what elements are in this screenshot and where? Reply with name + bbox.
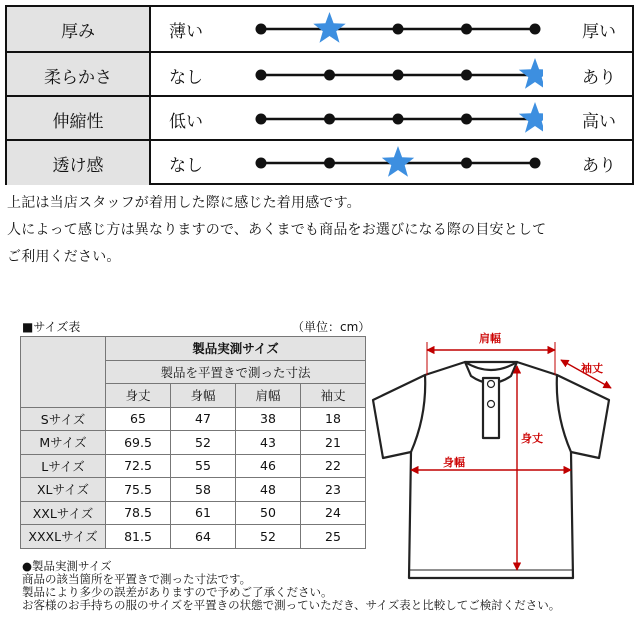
feel-high-label: あり [582,67,616,88]
column-header-shoulder: 肩幅 [236,384,301,408]
feel-low-label: 低い [169,111,203,132]
shirt-measurement-diagram [365,320,635,590]
size-note-4: お客様のお手持ちの服のサイズを平置きの状態で測っていただき、サイズ表と比較してご検討ください。 [22,598,561,612]
table-row [21,407,366,431]
table-row [21,478,366,502]
table-row [21,525,366,549]
feel-table [5,5,634,185]
scale-point [530,24,541,35]
size-cell: 61 [171,501,236,525]
size-cell: 65 [106,407,171,431]
feel-high-label: あり [582,155,616,176]
size-cell: 58 [171,478,236,502]
size-cell: 25 [301,525,366,549]
size-cell: 48 [236,478,301,502]
scale-point [256,70,267,81]
feel-low-label: なし [169,155,203,176]
size-cell: 72.5 [106,454,171,478]
size-cell: 22 [301,454,366,478]
size-cell: 75.5 [106,478,171,502]
scale-point [393,24,404,35]
size-note-2: 商品の該当箇所を平置きで測った寸法です。 [22,572,252,586]
size-cell: 52 [236,525,301,549]
size-cell: 78.5 [106,501,171,525]
size-cell: 23 [301,478,366,502]
feel-high-label: 厚い [582,21,616,42]
scale-point [256,158,267,169]
size-row-label: Lサイズ [21,454,106,478]
feel-row-label: 柔らかさ [7,53,151,97]
rating-star-icon [519,58,543,89]
size-cell: 38 [236,407,301,431]
size-note-3: 製品により多少の誤差がありますので予めご了承ください。 [22,585,333,599]
feel-row-label: 透け感 [7,141,151,185]
size-cell: 24 [301,501,366,525]
feel-scale [253,7,543,51]
scale-point [393,114,404,125]
size-table-corner [21,337,106,408]
scale-point [324,70,335,81]
scale-point [324,114,335,125]
size-row-label: XXLサイズ [21,501,106,525]
size-cell: 43 [236,431,301,455]
size-cell: 21 [301,431,366,455]
scale-point [461,114,472,125]
scale-point [461,158,472,169]
table-row [21,454,366,478]
scale-point [256,24,267,35]
size-table-unit: （単位：cm） [292,320,371,334]
size-note-1: ●製品実測サイズ [22,559,112,573]
note-line-2: 人によって感じ方は異なりますので、あくまでも商品をお選びになる際の目安として [7,222,547,238]
feel-high-label: 高い [582,111,616,132]
table-row [21,501,366,525]
size-table [20,336,366,549]
note-line-3: ご利用ください。 [7,249,121,265]
scale-point [256,114,267,125]
feel-low-label: なし [169,67,203,88]
feel-scale [253,53,543,97]
size-row-label: XXXLサイズ [21,525,106,549]
size-cell: 50 [236,501,301,525]
shoulder-width-label: 肩幅 [479,332,501,345]
column-header-width: 身幅 [171,384,236,408]
size-cell: 46 [236,454,301,478]
feel-scale [253,141,543,185]
sleeve-length-label: 袖丈 [581,362,603,375]
feel-row [7,95,632,141]
size-cell: 64 [171,525,236,549]
rating-star-icon [313,12,345,43]
scale-point [393,70,404,81]
body-width-label: 身幅 [443,456,465,469]
feel-scale [253,97,543,141]
note-line-1: 上記は当店スタッフが着用した際に感じた着用感です。 [7,195,361,211]
size-sub-header: 製品を平置きで測った寸法 [106,360,366,384]
column-header-sleeve: 袖丈 [301,384,366,408]
feel-row [7,51,632,97]
size-cell: 81.5 [106,525,171,549]
size-row-label: Sサイズ [21,407,106,431]
size-row-label: Mサイズ [21,431,106,455]
size-cell: 69.5 [106,431,171,455]
table-row [21,431,366,455]
feel-row-label: 厚み [7,7,151,51]
feel-low-label: 薄い [169,21,203,42]
rating-star-icon [382,146,414,177]
rating-star-icon [519,102,543,133]
column-header-length: 身丈 [106,384,171,408]
feel-row [7,139,632,185]
feel-row [7,7,632,51]
scale-point [324,158,335,169]
body-length-label: 身丈 [521,432,543,445]
feel-row-label: 伸縮性 [7,97,151,141]
size-cell: 52 [171,431,236,455]
size-cell: 18 [301,407,366,431]
size-group-header: 製品実測サイズ [106,337,366,361]
shirt-diagram-svg [365,320,635,590]
scale-point [530,158,541,169]
size-cell: 55 [171,454,236,478]
size-cell: 47 [171,407,236,431]
size-row-label: XLサイズ [21,478,106,502]
scale-point [461,24,472,35]
scale-point [461,70,472,81]
size-table-title: ■サイズ表 [22,320,81,334]
